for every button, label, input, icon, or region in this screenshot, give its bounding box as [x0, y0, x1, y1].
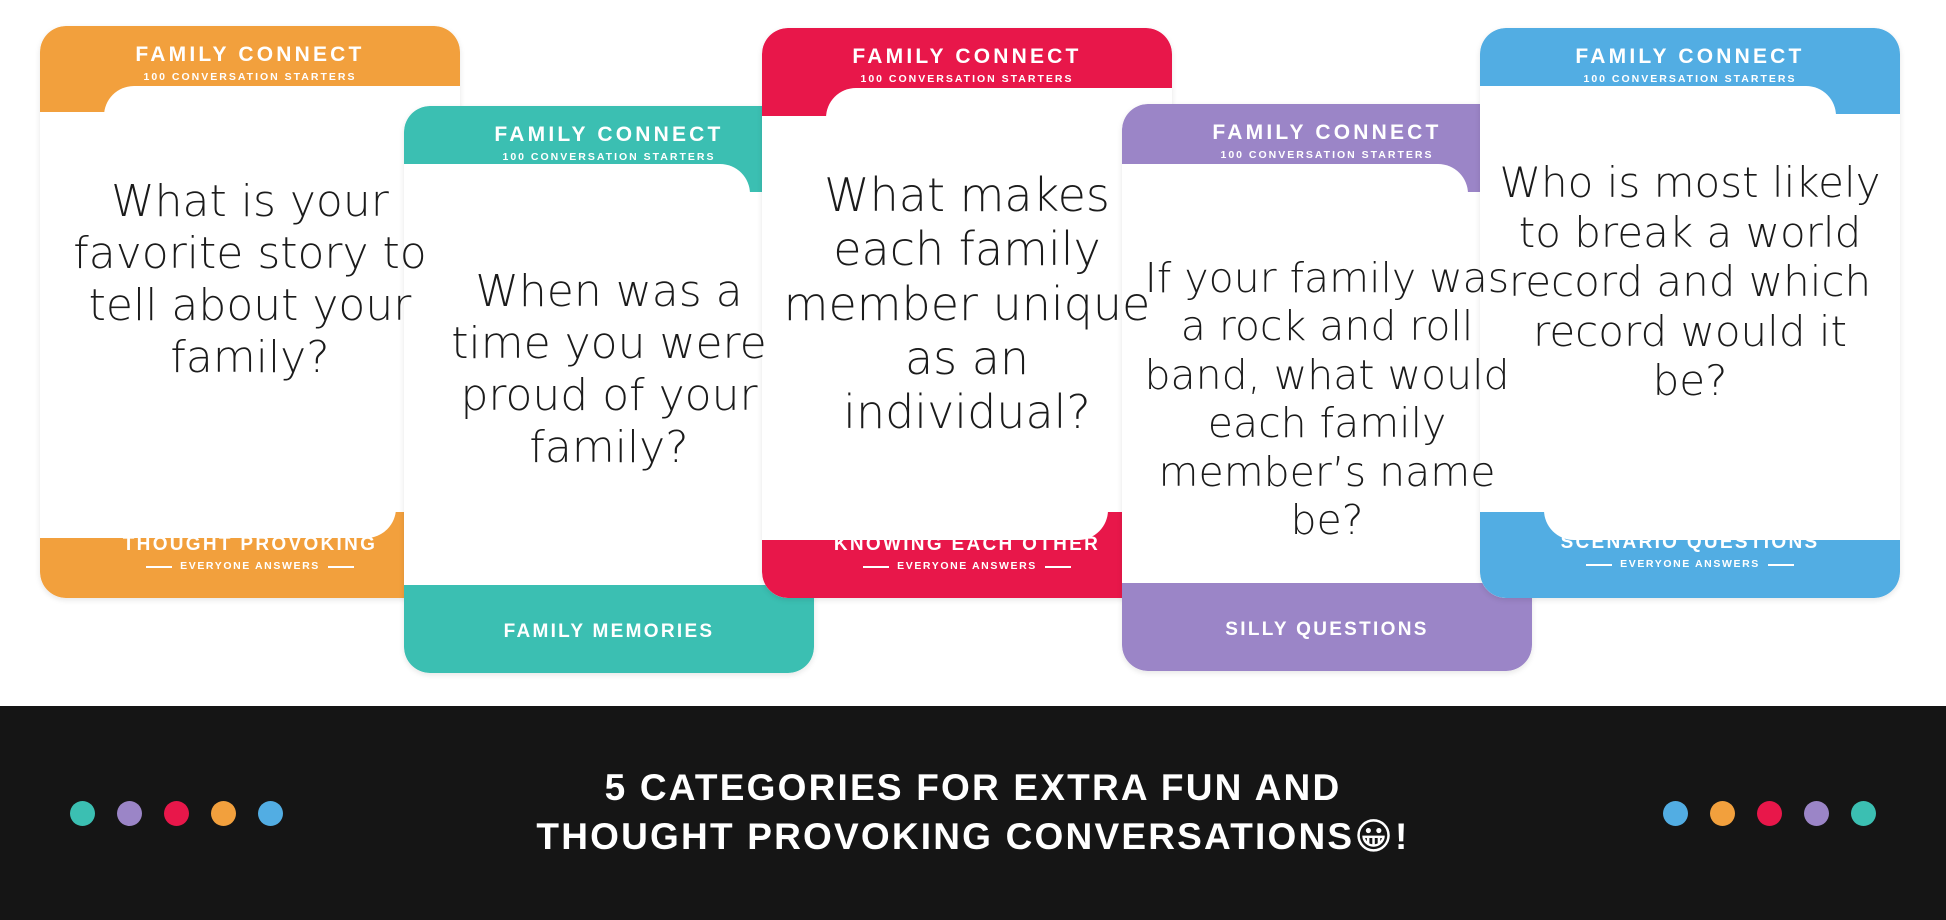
- brand-name: FAMILY CONNECT: [1212, 121, 1442, 144]
- card-category: FAMILY MEMORIES: [503, 621, 715, 642]
- card-header: [40, 26, 460, 83]
- card-category: SILLY QUESTIONS: [1225, 619, 1429, 640]
- brand-tagline: 100 CONVERSATION STARTERS: [1583, 73, 1797, 85]
- card-answers-label: EVERYONE ANSWERS: [146, 560, 354, 572]
- brand-name: FAMILY CONNECT: [135, 43, 365, 66]
- card-footer: [762, 534, 1172, 574]
- card-thought-provoking[interactable]: [40, 26, 460, 598]
- dot-blue: [1663, 801, 1688, 826]
- dot-orange: [211, 801, 236, 826]
- dot-orange: [1710, 801, 1735, 826]
- card-footer: [40, 534, 460, 574]
- card-body-notch-top: [1480, 86, 1836, 126]
- brand-tagline: 100 CONVERSATION STARTERS: [860, 73, 1074, 85]
- card-header: [404, 106, 814, 163]
- brand-tagline: 100 CONVERSATION STARTERS: [143, 71, 357, 83]
- card-header: [1480, 28, 1900, 85]
- card-body-notch-bottom: [40, 498, 396, 538]
- card-body-notch-top: [1122, 164, 1468, 204]
- dot-purple: [117, 801, 142, 826]
- card-question: What is your favorite story to tell about your family?: [73, 176, 427, 383]
- brand-name: FAMILY CONNECT: [494, 123, 724, 146]
- card-footer: [1122, 619, 1532, 641]
- card-header: [762, 28, 1172, 85]
- banner-text: [283, 764, 1663, 862]
- dot-teal: [1851, 801, 1876, 826]
- card-answers-label: EVERYONE ANSWERS: [863, 560, 1071, 572]
- bottom-banner: [0, 706, 1946, 920]
- brand-tagline: 100 CONVERSATION STARTERS: [502, 151, 716, 163]
- banner-exclaim: !: [1395, 816, 1410, 857]
- card-footer: [404, 621, 814, 643]
- banner-line-1: 5 CATEGORIES FOR EXTRA FUN AND: [604, 767, 1342, 809]
- dots-right: [1663, 801, 1876, 826]
- card-knowing-each-other[interactable]: [762, 28, 1172, 598]
- card-category: KNOWING EACH OTHER: [833, 534, 1101, 555]
- dot-teal: [70, 801, 95, 826]
- card-footer: [1480, 532, 1900, 572]
- dot-purple: [1804, 801, 1829, 826]
- card-header: [1122, 104, 1532, 161]
- dot-blue: [258, 801, 283, 826]
- dot-red: [1757, 801, 1782, 826]
- brand-name: FAMILY CONNECT: [1575, 45, 1805, 68]
- card-question: When was a time you were proud of your family?: [451, 266, 767, 473]
- dots-left: [70, 801, 283, 826]
- card-family-memories[interactable]: [404, 106, 814, 673]
- brand-name: FAMILY CONNECT: [852, 45, 1082, 68]
- card-category: THOUGHT PROVOKING: [122, 534, 378, 555]
- card-category: SCENARIO QUESTIONS: [1560, 532, 1820, 553]
- card-question: Who is most likely to break a world record and which record would it be?: [1499, 158, 1881, 406]
- brand-tagline: 100 CONVERSATION STARTERS: [1220, 149, 1434, 161]
- dot-red: [164, 801, 189, 826]
- card-answers-label: EVERYONE ANSWERS: [1586, 558, 1794, 570]
- banner-line-2: THOUGHT PROVOKING CONVERSATIONS: [536, 816, 1355, 857]
- card-body-notch-top: [826, 88, 1172, 128]
- card-question: If your family was a rock and roll band, what would each family member’s name be?: [1144, 254, 1510, 544]
- card-question: What makes each family member unique as an individual?: [783, 168, 1151, 440]
- smiley-icon: 😀: [1354, 815, 1396, 858]
- card-silly-questions[interactable]: [1122, 104, 1532, 671]
- card-scenario-questions[interactable]: [1480, 28, 1900, 598]
